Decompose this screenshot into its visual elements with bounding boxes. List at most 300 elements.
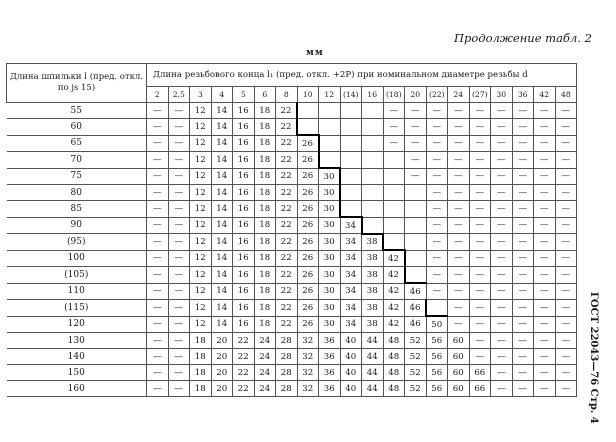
left-header: Длина шпильки l (пред. откл. по js 15) [7,64,147,103]
table-cell: — [469,135,491,152]
table-cell: — [383,119,405,136]
table-cell: — [491,333,513,349]
table-cell [383,201,405,218]
table-cell: 16 [233,250,255,267]
table-cell: — [448,201,470,218]
table-cell: — [555,300,577,317]
table-cell: — [426,283,448,300]
row-length-label: 65 [7,135,147,152]
table-cell [297,103,319,119]
table-cell: 66 [469,381,491,397]
table-cell: 46 [405,316,427,333]
table-cell: 38 [362,316,384,333]
table-cell: 16 [233,201,255,218]
table-cell: — [491,103,513,119]
table-cell: — [491,349,513,365]
table-cell [362,185,384,201]
table-cell: 30 [319,316,341,333]
table-cell: — [147,234,169,251]
table-cell: — [448,316,470,333]
table-cell: 30 [319,234,341,251]
table-row [7,103,577,119]
table-cell: 26 [297,316,319,333]
table-cell: — [426,135,448,152]
table-cell: 22 [276,152,298,169]
table-cell: — [448,119,470,136]
table-cell [383,217,405,234]
table-cell [340,185,362,201]
table-cell: — [512,119,534,136]
diameter-header: 16 [362,87,384,103]
table-cell: — [491,250,513,267]
table-cell: — [534,201,556,218]
table-cell: — [469,300,491,317]
table-cell: — [512,152,534,169]
table-cell: 52 [405,333,427,349]
table-cell: 18 [254,283,276,300]
table-cell: 42 [383,300,405,317]
diameter-header: 2 [147,87,169,103]
diameter-header: 24 [448,87,470,103]
table-cell: — [448,283,470,300]
table-cell: — [469,185,491,201]
table-cell: — [512,283,534,300]
table-cell [362,135,384,152]
table-cell: 34 [340,234,362,251]
table-cell [340,201,362,218]
table-cell: 22 [276,250,298,267]
table-cell: — [491,316,513,333]
table-cell [405,185,427,201]
table-cell: 26 [297,185,319,201]
table-cell: 30 [319,201,341,218]
table-cell: 14 [211,103,233,119]
table-cell: — [147,168,169,185]
diameter-header: 3 [190,87,212,103]
table-cell: 28 [276,333,298,349]
table-cell: — [168,316,190,333]
table-cell: 44 [362,349,384,365]
table-cell: 26 [297,283,319,300]
table-cell: 12 [190,185,212,201]
diameter-header: (18) [383,87,405,103]
table-cell: — [534,217,556,234]
table-cell: 12 [190,201,212,218]
table-row [7,135,577,152]
table-cell: — [168,152,190,169]
table-cell: — [555,349,577,365]
table-cell: — [147,349,169,365]
table-cell: — [469,250,491,267]
table-cell: 34 [340,316,362,333]
table-cell: 18 [190,365,212,381]
table-cell [383,152,405,169]
table-cell: — [147,267,169,284]
table-cell: — [448,217,470,234]
continuation-title: Продолжение табл. 2 [454,31,592,45]
table-cell: — [168,103,190,119]
table-cell: — [512,168,534,185]
table-cell: 52 [405,381,427,397]
gost-side-label [585,292,603,442]
table-cell: — [555,135,577,152]
table-cell: 18 [254,185,276,201]
table-cell: 14 [211,152,233,169]
row-length-label: 90 [7,217,147,234]
table-cell: — [168,217,190,234]
table-cell: 20 [211,365,233,381]
table-cell: 38 [362,250,384,267]
table-cell: 36 [319,381,341,397]
table-cell: 36 [319,365,341,381]
table-cell: 12 [190,267,212,284]
table-cell [340,103,362,119]
table-cell: — [555,152,577,169]
table-cell: — [469,152,491,169]
row-length-label: (105) [7,267,147,284]
table-cell: — [168,333,190,349]
table-cell: 56 [426,365,448,381]
table-cell: — [147,283,169,300]
table-cell: — [147,381,169,397]
table-row [7,333,577,349]
table-cell: — [147,201,169,218]
table-cell: — [426,168,448,185]
table-cell: 16 [233,185,255,201]
table-cell: 12 [190,135,212,152]
row-length-label: 140 [7,349,147,365]
table-cell: — [491,119,513,136]
table-cell: 18 [254,135,276,152]
table-cell: — [426,267,448,284]
table-row [7,267,577,284]
table-cell: 16 [233,103,255,119]
table-cell: — [555,234,577,251]
table-cell: — [555,201,577,218]
table-cell: 34 [340,300,362,317]
table-cell: 14 [211,267,233,284]
table-row [7,300,577,317]
table-cell: — [448,267,470,284]
table-cell: 22 [233,333,255,349]
diameter-header: 48 [555,87,577,103]
table-cell [405,250,427,267]
table-cell: 16 [233,135,255,152]
table-cell: 28 [276,381,298,397]
table-row [7,365,577,381]
table-cell: 30 [319,250,341,267]
table-cell: 18 [190,381,212,397]
table-cell: — [491,283,513,300]
diameter-header: (27) [469,87,491,103]
table-cell: 26 [297,267,319,284]
table-cell: 24 [254,381,276,397]
table-cell: — [448,103,470,119]
table-cell: — [534,283,556,300]
table-cell: 16 [233,300,255,317]
table-cell: — [426,234,448,251]
table-cell: — [512,333,534,349]
row-length-label: 100 [7,250,147,267]
table-cell: 16 [233,168,255,185]
table-cell: — [469,333,491,349]
table-cell: — [534,103,556,119]
table-cell: 42 [383,316,405,333]
table-cell: 22 [276,103,298,119]
table-cell: 16 [233,316,255,333]
table-cell: 18 [254,152,276,169]
table-row [7,316,577,333]
table-cell: 22 [276,119,298,136]
table-cell: 18 [254,234,276,251]
table-cell: 34 [340,217,362,234]
table-cell: — [469,201,491,218]
table-cell: 18 [254,119,276,136]
table-row [7,217,577,234]
table-cell: — [512,135,534,152]
row-length-label: 80 [7,185,147,201]
table-cell: — [448,152,470,169]
table-cell: 60 [448,365,470,381]
table-cell: 48 [383,349,405,365]
table-cell: — [426,119,448,136]
table-cell: 16 [233,267,255,284]
table-cell [362,168,384,185]
table-cell: — [168,135,190,152]
table-cell: 40 [340,381,362,397]
table-cell: 44 [362,381,384,397]
table-cell [362,119,384,136]
table-cell: 14 [211,300,233,317]
table-cell: 28 [276,365,298,381]
table-cell: — [448,250,470,267]
table-cell: — [512,316,534,333]
table-cell: — [426,250,448,267]
table-cell [405,201,427,218]
table-cell: 50 [426,316,448,333]
table-cell: — [147,300,169,317]
table-cell: — [147,135,169,152]
table-cell: — [469,103,491,119]
table-cell [383,185,405,201]
table-cell: — [491,201,513,218]
table-cell: 38 [362,300,384,317]
table-cell: — [469,119,491,136]
table-cell: — [512,300,534,317]
table-cell: — [426,201,448,218]
table-cell [297,119,319,136]
table-cell: — [555,217,577,234]
table-cell: 14 [211,283,233,300]
table-cell: 52 [405,365,427,381]
table-cell: 36 [319,333,341,349]
table-cell: 20 [211,333,233,349]
table-cell [383,168,405,185]
table-cell: 16 [233,217,255,234]
table-cell: — [555,267,577,284]
table-cell: 30 [319,300,341,317]
row-length-label: 160 [7,381,147,397]
table-cell: — [469,168,491,185]
table-row [7,349,577,365]
table-cell: — [555,119,577,136]
table-cell: — [491,365,513,381]
table-cell: 22 [276,316,298,333]
table-cell: — [534,381,556,397]
table-cell: 22 [276,217,298,234]
table-cell: 46 [405,283,427,300]
table-cell: 22 [276,300,298,317]
table-cell: 48 [383,381,405,397]
table-cell: 30 [319,217,341,234]
diameter-header: 12 [319,87,341,103]
table-cell: 26 [297,300,319,317]
table-cell: 44 [362,333,384,349]
table-cell: 42 [383,283,405,300]
table-cell: 26 [297,152,319,169]
table-cell: 22 [276,168,298,185]
table-row [7,168,577,185]
table-cell: 44 [362,365,384,381]
table-cell: 16 [233,234,255,251]
table-cell: 26 [297,201,319,218]
table-cell: — [534,119,556,136]
table-cell [340,119,362,136]
diameter-header: 2,5 [168,87,190,103]
row-length-label: 75 [7,168,147,185]
table-row [7,152,577,169]
table-cell: — [448,234,470,251]
table-cell: — [469,267,491,284]
table-cell: 16 [233,152,255,169]
table-cell: 18 [254,201,276,218]
table-cell: 22 [276,234,298,251]
table-cell [383,234,405,251]
table-row [7,283,577,300]
gost-side-text: ГОСТ 22043—76 Стр. 4 [588,292,599,424]
table-cell: 40 [340,349,362,365]
diameter-header: 42 [534,87,556,103]
table-cell: — [534,349,556,365]
table-cell: 12 [190,300,212,317]
table-cell: — [534,365,556,381]
row-length-label: (95) [7,234,147,251]
table-cell [319,135,341,152]
table-cell: 30 [319,168,341,185]
table-cell: 14 [211,185,233,201]
table-cell: 12 [190,168,212,185]
table-cell: 18 [254,267,276,284]
table-cell: 14 [211,250,233,267]
table-cell [319,152,341,169]
row-length-label: 70 [7,152,147,169]
table-cell: — [512,103,534,119]
table-cell [340,152,362,169]
table-cell: — [168,381,190,397]
table-cell: 12 [190,217,212,234]
row-length-label: 85 [7,201,147,218]
table-cell: — [469,349,491,365]
table-row [7,201,577,218]
table-cell: — [512,365,534,381]
table-cell: — [555,185,577,201]
table-cell: 34 [340,267,362,284]
table-cell: — [491,135,513,152]
diameter-header: 20 [405,87,427,103]
table-cell: 12 [190,316,212,333]
table-cell: 60 [448,349,470,365]
table-cell: 46 [405,300,427,317]
table-cell: — [469,283,491,300]
table-cell: 32 [297,349,319,365]
table-cell: 34 [340,250,362,267]
table-cell: 32 [297,333,319,349]
table-cell: 18 [190,333,212,349]
table-cell [340,135,362,152]
table-cell: 18 [254,168,276,185]
table-cell [426,300,448,317]
table-cell: 14 [211,119,233,136]
table-cell: 26 [297,168,319,185]
table-cell: 18 [254,250,276,267]
diameter-header: (14) [340,87,362,103]
table-cell: 22 [276,283,298,300]
table-cell: — [512,381,534,397]
table-cell: — [405,103,427,119]
table-cell: 12 [190,152,212,169]
table-cell: 38 [362,283,384,300]
table-cell: 56 [426,333,448,349]
table-cell: — [534,250,556,267]
table-cell: 24 [254,365,276,381]
top-header: Длина резьбового конца l₁ (пред. откл. +2P) при номинальном диаметре резьбы d [147,64,577,87]
table-cell [362,201,384,218]
row-length-label: 130 [7,333,147,349]
diameter-header: 8 [276,87,298,103]
table-cell: 56 [426,349,448,365]
table-cell: — [448,300,470,317]
table-cell: 28 [276,349,298,365]
table-cell: 30 [319,185,341,201]
table-cell: — [555,168,577,185]
table-cell: 22 [276,135,298,152]
table-cell: 42 [383,250,405,267]
table-cell: — [168,300,190,317]
table-cell: — [168,168,190,185]
table-cell: — [405,119,427,136]
table-cell: — [168,119,190,136]
table-cell: — [555,381,577,397]
table-cell: — [534,316,556,333]
table-cell: 60 [448,381,470,397]
table-cell: 18 [254,300,276,317]
table-cell: 12 [190,119,212,136]
table-cell: 24 [254,349,276,365]
stud-length-table [6,63,577,397]
table-cell: — [168,349,190,365]
table-cell [405,217,427,234]
table-cell: — [512,250,534,267]
table-cell: 24 [254,333,276,349]
table-cell: — [491,300,513,317]
table-cell: — [555,250,577,267]
table-cell: 22 [276,185,298,201]
table-cell: — [469,217,491,234]
table-cell: 20 [211,381,233,397]
table-cell: — [426,152,448,169]
table-cell: 32 [297,381,319,397]
table-cell: — [426,103,448,119]
